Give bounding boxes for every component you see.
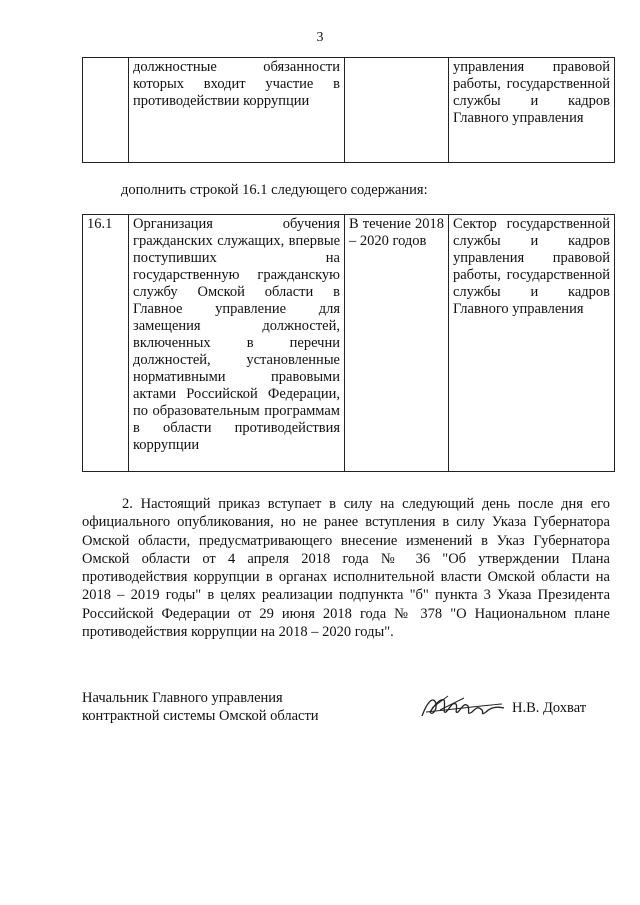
activity-cell: Организация обучения гражданских служащих, впервые поступивших на государственную гражданскую службу Омской области в Главное управление для замещения должностей, включенных в перечни должностей, установленные нормативными правовыми актами Российской Федерации, по образовательным программам в области противодействия коррупции	[129, 215, 345, 472]
term-cell: В течение 2018 – 2020 годов	[345, 215, 449, 472]
signer-position-line1: Начальник Главного управления	[82, 690, 283, 706]
row-number-cell: 16.1	[83, 215, 129, 472]
responsible-cell: Сектор государственной службы и кадров управления правовой работы, государственной службы и кадров Главного управления	[449, 215, 615, 472]
table-continued	[82, 57, 615, 163]
paragraph-2: 2. Настоящий приказ вступает в силу на следующий день после дня его официального опубликования, но не ранее вступления в силу Указа Губернатора Омской области, предусматривающего внесение изменений в Указ Губернатора Омской области от 4 апреля 2018 года № 36 "Об утверждении Плана противодействия коррупции в органах исполнительной власти Омской области на 2018 – 2019 годы" в целях реализации подпункта "б" пункта 3 Указа Президента Российской Федерации от 29 июня 2018 года № 378 "О Национальном плане противодействия коррупции на 2018 – 2020 годы".	[82, 496, 610, 641]
amendment-intro: дополнить строкой 16.1 следующего содержания:	[121, 182, 428, 198]
page-number: 3	[316, 30, 324, 45]
row-number-cell	[83, 58, 129, 163]
handwritten-signature-icon	[418, 690, 508, 724]
activity-cell: должностные обязанности которых входит участие в противодействии коррупции	[129, 58, 345, 163]
term-cell	[345, 58, 449, 163]
table-new-row	[82, 214, 615, 472]
table-row	[83, 58, 615, 163]
signer-position	[82, 689, 319, 725]
signer-position-line2: контрактной системы Омской области	[82, 708, 319, 724]
table-row	[83, 215, 615, 472]
signer-name: Н.В. Дохват	[512, 700, 587, 716]
responsible-cell: управления правовой работы, государственной службы и кадров Главного управления	[449, 58, 615, 163]
